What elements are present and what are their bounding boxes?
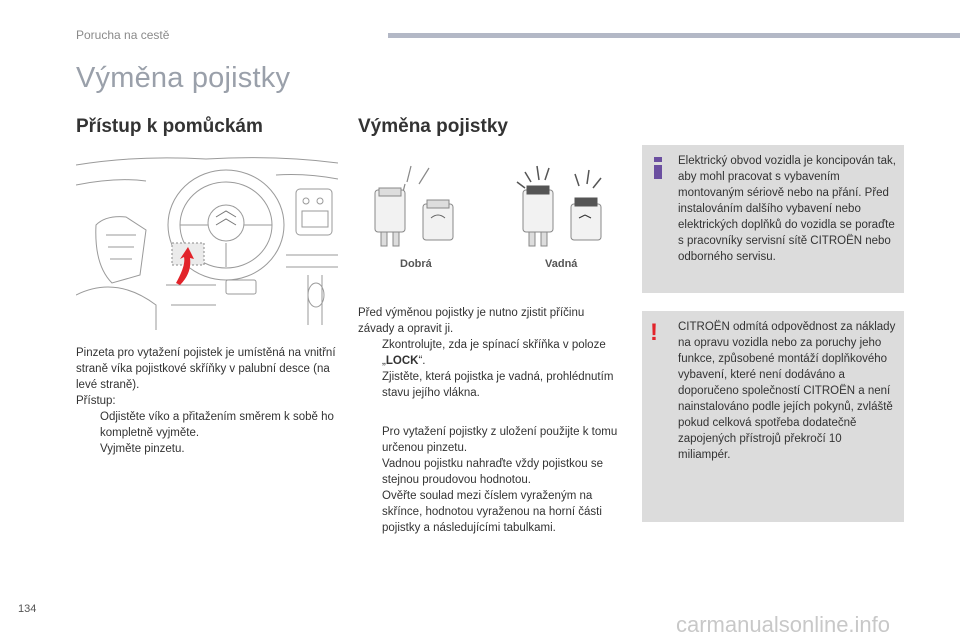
fuse-good [375,188,453,246]
right-bullet-check: Zjistěte, která pojistka je vadná, prohlédnutím stavu jejího vlákna. [382,371,614,399]
warning-box [642,311,904,522]
info-icon [654,157,662,179]
left-bullet-2: Vyjměte pinzetu. [100,443,185,455]
right-bullet-pinzeta: Pro vytažení pojistky z uložení použijte k tomu určenou pinzetu. [382,426,618,454]
fuse-bad-label: Vadná [545,258,578,270]
access-label: Přístup: [76,395,116,407]
right-intro: Před výměnou pojistky je nutno zjistit příčinu závady a opravit ji. [358,307,585,335]
right-heading: Výměna pojistky [358,116,508,137]
watermark: carmanualsonline.info [676,612,891,637]
info-box [642,145,904,293]
right-bullet-verify: Ověřte soulad mezi číslem vyraženým na skřínce, hodnotou vyraženou na horní části pojistky a následujícími tabulkami. [382,490,602,534]
page-number: 134 [18,603,37,615]
dashboard-illustration [76,155,338,330]
right-body-text-1 [358,305,623,401]
page-title: Výměna pojistky [76,62,291,94]
left-bullet-1: Odjistěte víko a přitažením směrem k sobě ho kompletně vyjměte. [100,411,334,439]
right-body-text-2 [358,424,623,536]
fuse-bad [517,166,601,246]
warning-icon: ! [650,319,658,346]
lock-keyword: LOCK [385,355,419,367]
left-intro: Pinzeta pro vytažení pojistek je umístěná na vnitřní straně víka pojistkové skříňky v palubní desce (na levé straně). [76,347,336,391]
fuse-illustration [365,160,615,255]
info-text: Elektrický obvod vozidla je koncipován tak, aby mohl pracovat s vybavením montovaným sériově nebo na přání. Před instalováním dalšího vybavení nebo elektrických doplňků do vozidla se poraďte s pracovníky servisní sítě CITROËN nebo odborného servisu. [678,155,896,263]
left-heading: Přístup k pomůckám [76,116,263,137]
header-bar [388,33,960,38]
fuse-good-label: Dobrá [400,258,432,270]
right-bullet-replace: Vadnou pojistku nahraďte vždy pojistkou se stejnou proudovou hodnotou. [382,458,604,486]
left-body-text [76,345,338,457]
warning-text: CITROËN odmítá odpovědnost za náklady na opravu vozidla nebo za poruchy jeho funkce, způsobené montáží doplňkového vybavení, které není dodáváno a doporučeno společností CITROËN a není nainstalováno podle jejích pokynů, zvláště pokud celková spotřeba dodatečně zapojených přístrojů překročí 10 miliampér. [678,321,896,461]
section-label: Porucha na cestě [76,28,170,42]
right-bullet-lock: Zkontrolujte, zda je spínací skříňka v poloze „LOCK“. [382,339,606,367]
